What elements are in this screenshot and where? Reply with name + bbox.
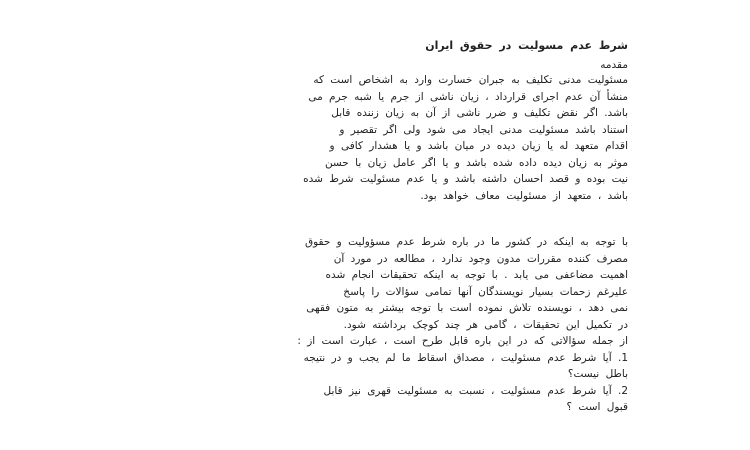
intro-paragraph [292, 72, 628, 204]
intro-line: موثر به زیان دیده داده شده باشد و یا اگر عامل زیان با حسن [324, 156, 628, 169]
body-line: اهمیت مضاعفی می یابد . با توجه به اینکه تحقیقات انجام شده [325, 269, 628, 281]
body-line: علیرغم زحمات بسیار نویسندگان آنها تمامی سؤالات را پاسخ [343, 285, 628, 298]
intro-line: باشد. اگر نقض تکلیف و ضرر ناشی از آن به زیان زننده قابل [331, 107, 628, 119]
question-intro: از جمله سؤالاتی که در این باره قابل طرح است ، عبارت است از : [297, 335, 628, 347]
question-2-cont: قبول است ؟ [566, 401, 628, 413]
header-block [330, 38, 628, 73]
intro-heading: مقدمه [600, 58, 628, 71]
body-line: در تکمیل این تحقیقات ، گامی هر چند کوچک برداشته شود. [343, 318, 628, 331]
intro-line: اقدام متعهد له یا زیان دیده در میان باشد و یا هشدار کافی و [329, 140, 628, 152]
question-2: 2. آیا شرط عدم مسئولیت ، نسبت به مسئولیت قهری نیز قابل [323, 384, 628, 397]
intro-line: نیت بوده و قصد احسان داشته باشد و یا عدم مسئولیت شرط شده [303, 173, 628, 185]
body-paragraph [292, 234, 628, 416]
body-line: مصرف کننده مقررات مدون وجود ندارد ، مطالعه در مورد آن [333, 252, 628, 265]
intro-line: مسئولیت مدنی تکلیف به جبران خسارت وارد به اشخاص است که [313, 74, 628, 86]
intro-line: استناد باشد مسئولیت مدنی ایجاد می شود ولی اگر تقصیر و [339, 123, 628, 136]
question-1-cont: باطل نیست؟ [567, 368, 628, 380]
body-line: نمی دهد ، نویسنده تلاش نموده است با توجه بیشتر به متون فقهی [306, 302, 628, 314]
intro-line: منشأ آن عدم اجرای قرارداد ، زیان ناشی از جرم یا شبه جرم می [308, 90, 628, 103]
intro-line: باشد ، متعهد از مسئولیت معاف خواهد بود. [420, 189, 628, 202]
body-line: با توجه به اینکه در کشور ما در باره شرط عدم مسؤولیت و حقوق [304, 236, 628, 248]
document-title: شرط عدم مسولیت در حقوق ایران [425, 39, 628, 52]
question-1: 1. آیا شرط عدم مسئولیت ، مصداق اسقاط ما لم یجب و در نتیجه [303, 351, 628, 364]
